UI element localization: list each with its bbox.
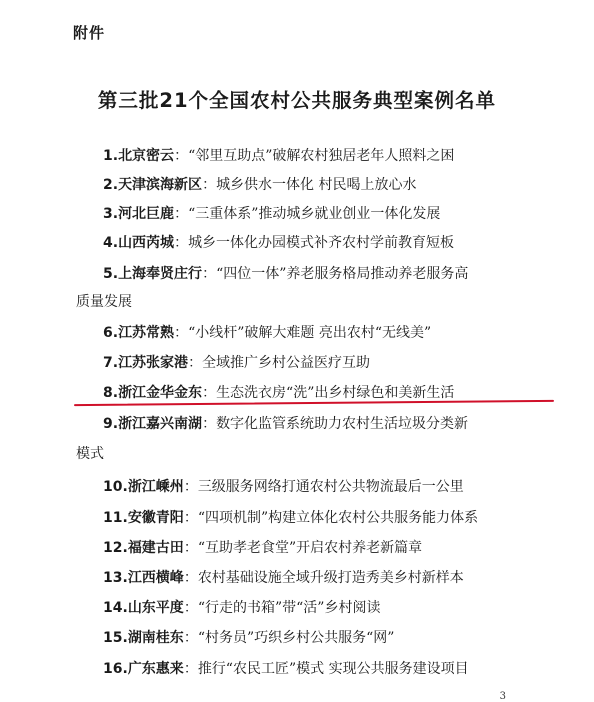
document-title: 第三批21个全国农村公共服务典型案例名单 xyxy=(97,89,497,112)
item-place: 江苏张家港 xyxy=(118,355,189,371)
item-continuation: 质量发展 xyxy=(76,294,132,310)
item-separator: ： xyxy=(174,325,189,341)
item-separator: ： xyxy=(202,177,217,193)
item-number: 5. xyxy=(103,266,119,282)
item-number: 9. xyxy=(103,416,119,432)
item-number: 14. xyxy=(103,600,128,616)
item-separator: ： xyxy=(174,148,189,164)
item-separator: ： xyxy=(174,206,189,222)
list-item xyxy=(103,472,554,502)
item-description: 三级服务网络打通农村公共物流最后一公里 xyxy=(197,479,464,495)
item-place: 江苏常熟 xyxy=(118,325,175,341)
item-place: 天津滨海新区 xyxy=(118,177,203,193)
item-place: 河北巨鹿 xyxy=(118,206,175,222)
item-number: 15. xyxy=(103,630,128,646)
item-place: 浙江嘉兴南湖 xyxy=(118,416,203,432)
item-separator: ： xyxy=(183,570,198,586)
list-item xyxy=(103,654,554,684)
list-item xyxy=(103,318,554,348)
item-place: 上海奉贤庄行 xyxy=(118,266,203,282)
attachment-label: 附件 xyxy=(73,24,106,42)
item-number: 11. xyxy=(103,510,128,526)
list-item xyxy=(103,259,554,289)
item-place: 山东平度 xyxy=(127,600,184,616)
item-number: 6. xyxy=(103,325,119,341)
item-place: 安徽青阳 xyxy=(127,510,184,526)
item-description: “互助孝老食堂”开启农村养老新篇章 xyxy=(197,540,423,556)
item-place: 湖南桂东 xyxy=(127,630,184,646)
item-continuation: 模式 xyxy=(76,446,104,462)
item-separator: ： xyxy=(174,235,189,251)
item-separator: ： xyxy=(183,510,198,526)
list-item xyxy=(103,170,554,200)
list-item xyxy=(103,199,554,229)
item-number: 4. xyxy=(103,235,119,251)
item-place: 北京密云 xyxy=(118,148,175,164)
item-description: “四位一体”养老服务格局推动养老服务高 xyxy=(216,266,469,282)
item-description: 全域推广乡村公益医疗互助 xyxy=(202,355,371,371)
item-description: “三重体系”推动城乡就业创业一体化发展 xyxy=(188,206,441,222)
item-separator: ： xyxy=(183,661,198,677)
item-separator: ： xyxy=(183,600,198,616)
item-separator: ： xyxy=(202,385,217,401)
item-place: 江西横峰 xyxy=(127,570,184,586)
item-place: 浙江嵊州 xyxy=(127,479,184,495)
item-description: 生态洗衣房“洗”出乡村绿色和美新生活 xyxy=(216,385,455,401)
item-place: 广东惠来 xyxy=(127,661,184,677)
item-place: 浙江金华金东 xyxy=(118,385,203,401)
item-description: “村务员”巧织乡村公共服务“网” xyxy=(197,630,395,646)
list-item xyxy=(103,593,554,623)
item-place: 山西芮城 xyxy=(118,235,175,251)
list-item xyxy=(103,409,554,439)
item-number: 13. xyxy=(103,570,128,586)
item-description: “行走的书箱”带“活”乡村阅读 xyxy=(197,600,381,616)
item-separator: ： xyxy=(183,540,198,556)
list-item xyxy=(103,563,554,593)
list-item xyxy=(103,503,554,533)
list-item xyxy=(103,533,554,563)
item-description: 城乡供水一体化 村民喝上放心水 xyxy=(216,177,417,193)
item-number: 16. xyxy=(103,661,128,677)
page-number: 3 xyxy=(499,691,506,702)
item-description: 农村基础设施全域升级打造秀美乡村新样本 xyxy=(197,570,464,586)
item-number: 10. xyxy=(103,479,128,495)
item-number: 3. xyxy=(103,206,119,222)
item-separator: ： xyxy=(188,355,203,371)
item-separator: ： xyxy=(183,479,198,495)
item-description: “四项机制”构建立体化农村公共服务能力体系 xyxy=(197,510,479,526)
item-description: 推行“农民工匠”模式 实现公共服务建设项目 xyxy=(197,661,469,677)
item-separator: ： xyxy=(202,266,217,282)
item-number: 7. xyxy=(103,355,119,371)
list-item xyxy=(103,348,554,378)
item-description: “小线杆”破解大难题 亮出农村“无线美” xyxy=(188,325,432,341)
item-description: “邻里互助点”破解农村独居老年人照料之困 xyxy=(188,148,455,164)
item-separator: ： xyxy=(202,416,217,432)
list-item xyxy=(103,623,554,653)
list-item xyxy=(103,141,554,171)
item-number: 2. xyxy=(103,177,119,193)
item-separator: ： xyxy=(183,630,198,646)
list-item xyxy=(103,228,554,258)
item-number: 12. xyxy=(103,540,128,556)
item-number: 1. xyxy=(103,148,119,164)
item-number: 8. xyxy=(103,385,119,401)
item-description: 数字化监管系统助力农村生活垃圾分类新 xyxy=(216,416,469,432)
item-description: 城乡一体化办园模式补齐农村学前教育短板 xyxy=(188,235,455,251)
item-place: 福建古田 xyxy=(127,540,184,556)
